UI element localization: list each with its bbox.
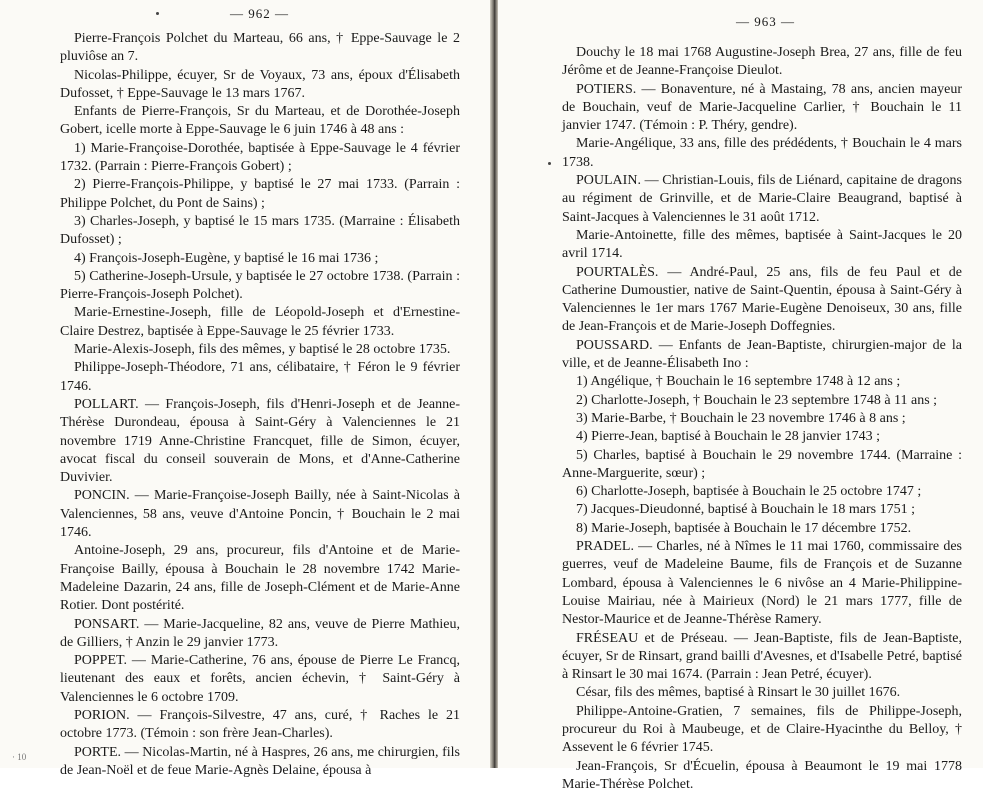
entry: Marie-Alexis-Joseph, fils des mêmes, y baptisé le 28 octobre 1735.: [74, 342, 451, 358]
entry: Nicolas-Philippe, écuyer, Sr de Voyaux, 73 ans, époux d'Élisabeth Dufosset, † Eppe-Sauvage le 13 mars 1767.: [60, 67, 460, 101]
list-item: 2) Charlotte-Joseph, † Bouchain le 23 septembre 1748 à 11 ans ;: [576, 392, 938, 408]
entry-pollart: POLLART. — François-Joseph, fils d'Henri-Joseph et de Jeanne-Thérèse Durondeau, épousa à Saint-Géry à Valenciennes le 21 novembre 1719 Anne-Christine Francquet, fille de Simon, écuyer, avocat fiscal du conseil souverain de Mons, et d'Anne-Catherine Duvivier.: [60, 396, 460, 486]
entry-poppet: POPPET. — Marie-Catherine, 76 ans, épouse de Pierre Le Francq, lieutenant des eaux et forêts, ancien échevin, † Saint-Géry à Valenciennes le 6 octobre 1709.: [60, 653, 460, 705]
right-page-text: [562, 44, 962, 794]
entry-pourtales: POURTALÈS. — André-Paul, 25 ans, fils de feu Paul et de Catherine Dumoustier, native de Saint-Quentin, épousa à Saint-Géry à Valenciennes le 1er mars 1767 Marie-Eugène Denoiseux, 30 ans, fille de Jean-François et de Marie-Joseph Doffegnies.: [562, 264, 962, 335]
entry-porion: PORION. — François-Silvestre, 47 ans, curé, † Raches le 21 octobre 1773. (Témoin : son frère Jean-Charles).: [60, 707, 460, 742]
entry: Philippe-Joseph-Théodore, 71 ans, célibataire, † Féron le 9 février 1746.: [60, 360, 460, 394]
list-item: 5) Catherine-Joseph-Ursule, y baptisée le 27 octobre 1738. (Parrain : Pierre-François-Joseph Polchet).: [60, 268, 460, 303]
book-gutter: [490, 0, 498, 768]
footer-marks: · 10: [12, 752, 27, 762]
entry-pradel: PRADEL. — Charles, né à Nîmes le 11 mai 1760, commissaire des guerres, veuf de Madeleine Baume, fils de François et de Suzanne Lombard, épousa à Valenciennes le 6 nivôse an 4 Marie-Philippine-Louise Mairiau, née à Mairieux (Nord) le 21 mars 1777, fille de Nestor-Maurice et de Jeanne-Thérèse Ramery.: [562, 539, 962, 628]
list-item: 6) Charlotte-Joseph, baptisée à Bouchain le 25 octobre 1747 ;: [576, 484, 922, 500]
entry: Marie-Angélique, 33 ans, fille des prédédents, † Bouchain le 4 mars 1738.: [562, 136, 962, 170]
list-item: 8) Marie-Joseph, baptisée à Bouchain le 17 décembre 1752.: [576, 520, 912, 536]
entry-poulain: POULAIN. — Christian-Louis, fils de Liénard, capitaine de dragons au régiment de Grinville, et de Marie-Claire Beaugrand, baptisé à Saint-Jacques à Valenciennes le 31 août 1712.: [562, 173, 962, 225]
list-item: 1) Angélique, † Bouchain le 16 septembre 1748 à 12 ans ;: [576, 374, 901, 390]
right-page: [498, 0, 983, 792]
page-number-right: — 963 —: [736, 14, 795, 29]
entry-freseau: FRÉSEAU et de Préseau. — Jean-Baptiste, fils de Jean-Baptiste, écuyer, Sr de Rinsart, grand bailli d'Avesnes, et d'Isabelle Petré, baptisé à Rinsart le 30 mai 1674. (Parrain : Jean Petré, écuyer).: [562, 630, 962, 683]
list-item: 2) Pierre-François-Philippe, y baptisé le 27 mai 1733. (Parrain : Philippe Polchet, du Pont de Sains) ;: [60, 177, 460, 211]
list-item: 5) Charles, baptisé à Bouchain le 29 novembre 1744. (Marraine : Anne-Marguerite, sœur) ;: [562, 447, 962, 481]
entry: Douchy le 18 mai 1768 Augustine-Joseph Brea, 27 ans, fille de feu Jérôme et de Jeanne-Françoise Dieulot.: [562, 45, 962, 79]
entry: Antoine-Joseph, 29 ans, procureur, fils d'Antoine et de Marie-Françoise Bailly, épousa à Bouchain le 28 novembre 1742 Marie-Madeleine Dazarin, 24 ans, fille de Joseph-Clément et de Marie-Anne Rotier. Dont postérité.: [60, 543, 460, 614]
list-item: 1) Marie-Françoise-Dorothée, baptisée à Eppe-Sauvage le 4 février 1732. (Parrain : Pierre-François Gobert) ;: [60, 140, 460, 175]
left-page-text: [60, 30, 460, 780]
entry: Marie-Antoinette, fille des mêmes, baptisée à Saint-Jacques le 20 avril 1714.: [562, 227, 962, 262]
entry-poussard: POUSSARD. — Enfants de Jean-Baptiste, chirurgien-major de la ville, et de Jeanne-Élisabeth Ino :: [562, 337, 962, 372]
entry: Pierre-François Polchet du Marteau, 66 ans, † Eppe-Sauvage le 2 pluviôse an 7.: [60, 31, 460, 65]
list-item: 3) Marie-Barbe, † Bouchain le 23 novembre 1746 à 8 ans ;: [576, 410, 906, 426]
list-item: 3) Charles-Joseph, y baptisé le 15 mars 1735. (Marraine : Élisabeth Dufosset) ;: [60, 213, 460, 248]
entry: Enfants de Pierre-François, Sr du Marteau, et de Dorothée-Joseph Gobert, icelle morte à Eppe-Sauvage le 6 juin 1746 à 48 ans :: [60, 104, 460, 138]
entry-potiers: POTIERS. — Bonaventure, né à Mastaing, 78 ans, ancien mayeur de Bouchain, veuf de Marie-Jacqueline Carlier, † Bouchain le 11 janvier 1747. (Témoin : P. Théry, gendre).: [562, 81, 962, 134]
print-speck: [548, 162, 551, 165]
list-item: 7) Jacques-Dieudonné, baptisé à Bouchain le 18 mars 1751 ;: [576, 502, 916, 518]
left-page: [0, 0, 490, 778]
entry: Philippe-Antoine-Gratien, 7 semaines, fils de Philippe-Joseph, procureur du Roi à Maubeuge, et de Claire-Hyacinthe du Belloy, † Assevent le 6 février 1745.: [562, 703, 962, 756]
entry-porte: PORTE. — Nicolas-Martin, né à Haspres, 26 ans, me chirurgien, fils de Jean-Noël et de feue Marie-Agnès Delaine, épousa à: [60, 744, 460, 778]
print-speck: [156, 12, 159, 15]
entry: Jean-François, Sr d'Écuelin, épousa à Beaumont le 19 mai 1778 Marie-Thérèse Polchet.: [562, 758, 962, 792]
entry-poncin: PONCIN. — Marie-Françoise-Joseph Bailly, née à Saint-Nicolas à Valenciennes, 58 ans, veuve d'Antoine Poncin, † Bouchain le 2 mai 1746.: [60, 488, 460, 541]
entry-ponsart: PONSART. — Marie-Jacqueline, 82 ans, veuve de Pierre Mathieu, de Gilliers, † Anzin le 29 janvier 1773.: [60, 616, 460, 650]
list-item: 4) François-Joseph-Eugène, y baptisé le 16 mai 1736 ;: [74, 250, 379, 266]
list-item: 4) Pierre-Jean, baptisé à Bouchain le 28 janvier 1743 ;: [576, 429, 881, 445]
entry: Marie-Ernestine-Joseph, fille de Léopold-Joseph et d'Ernestine-Claire Destrez, baptisée à Eppe-Sauvage le 25 février 1733.: [60, 305, 460, 339]
entry: César, fils des mêmes, baptisé à Rinsart le 30 juillet 1676.: [576, 685, 901, 701]
page-number-left: — 962 —: [230, 6, 289, 21]
